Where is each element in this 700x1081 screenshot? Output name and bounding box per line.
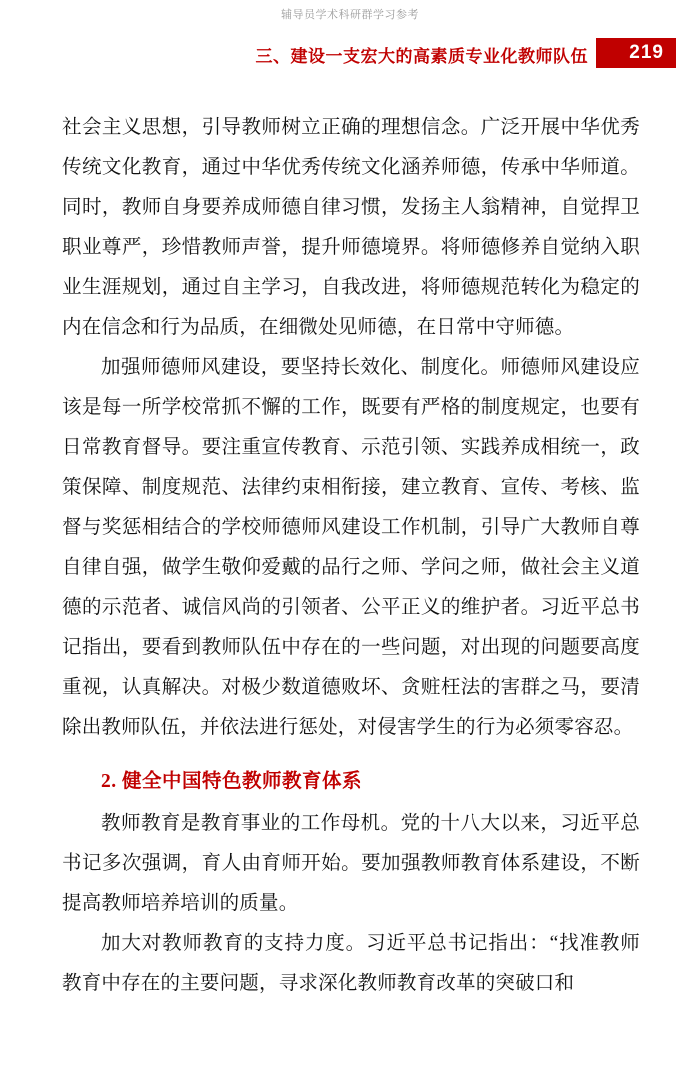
page-number: 219 — [629, 42, 664, 63]
body-paragraph: 社会主义思想，引导教师树立正确的理想信念。广泛开展中华优秀传统文化教育，通过中华优秀传统文化涵养师德，传承中华师道。同时，教师自身要养成师德自律习惯，发扬主人翁精神，自觉捍卫职业尊严，珍惜教师声誉，提升师德境界。将师德修养自觉纳入职业生涯规划，通过自主学习，自我改进，将师德规范转化为稳定的内在信念和行为品质，在细微处见师德，在日常中守师德。 — [62, 117, 640, 338]
running-header — [0, 38, 700, 70]
body-paragraph: 加大对教师教育的支持力度。习近平总书记指出：“找准教师教育中存在的主要问题，寻求深化教师教育改革的突破口和 — [62, 933, 640, 994]
page-body — [62, 108, 640, 1004]
body-paragraph: 教师教育是教育事业的工作母机。党的十八大以来，习近平总书记多次强调，育人由育师开始。要加强教师教育体系建设，不断提高教师培养培训的质量。 — [62, 813, 640, 914]
section-subheading: 2. 健全中国特色教师教育体系 — [101, 771, 363, 792]
page-watermark: 辅导员学术科研群学习参考 — [281, 9, 419, 21]
body-paragraph: 加强师德师风建设，要坚持长效化、制度化。师德师风建设应该是每一所学校常抓不懈的工作，既要有严格的制度规定，也要有日常教育督导。要注重宣传教育、示范引领、实践养成相统一，政策保障、制度规范、法律约束相衔接，建立教育、宣传、考核、监督与奖惩相结合的学校师德师风建设工作机制，引导广大教师自尊自律自强，做学生敬仰爱戴的品行之师、学问之师，做社会主义道德的示范者、诚信风尚的引领者、公平正义的维护者。习近平总书记指出，要看到教师队伍中存在的一些问题，对出现的问题要高度重视，认真解决。对极少数道德败坏、贪赃枉法的害群之马，要清除出教师队伍，并依法进行惩处，对侵害学生的行为必须零容忍。 — [62, 357, 640, 738]
header-section-title: 三、建设一支宏大的高素质专业化教师队伍 — [255, 47, 588, 66]
